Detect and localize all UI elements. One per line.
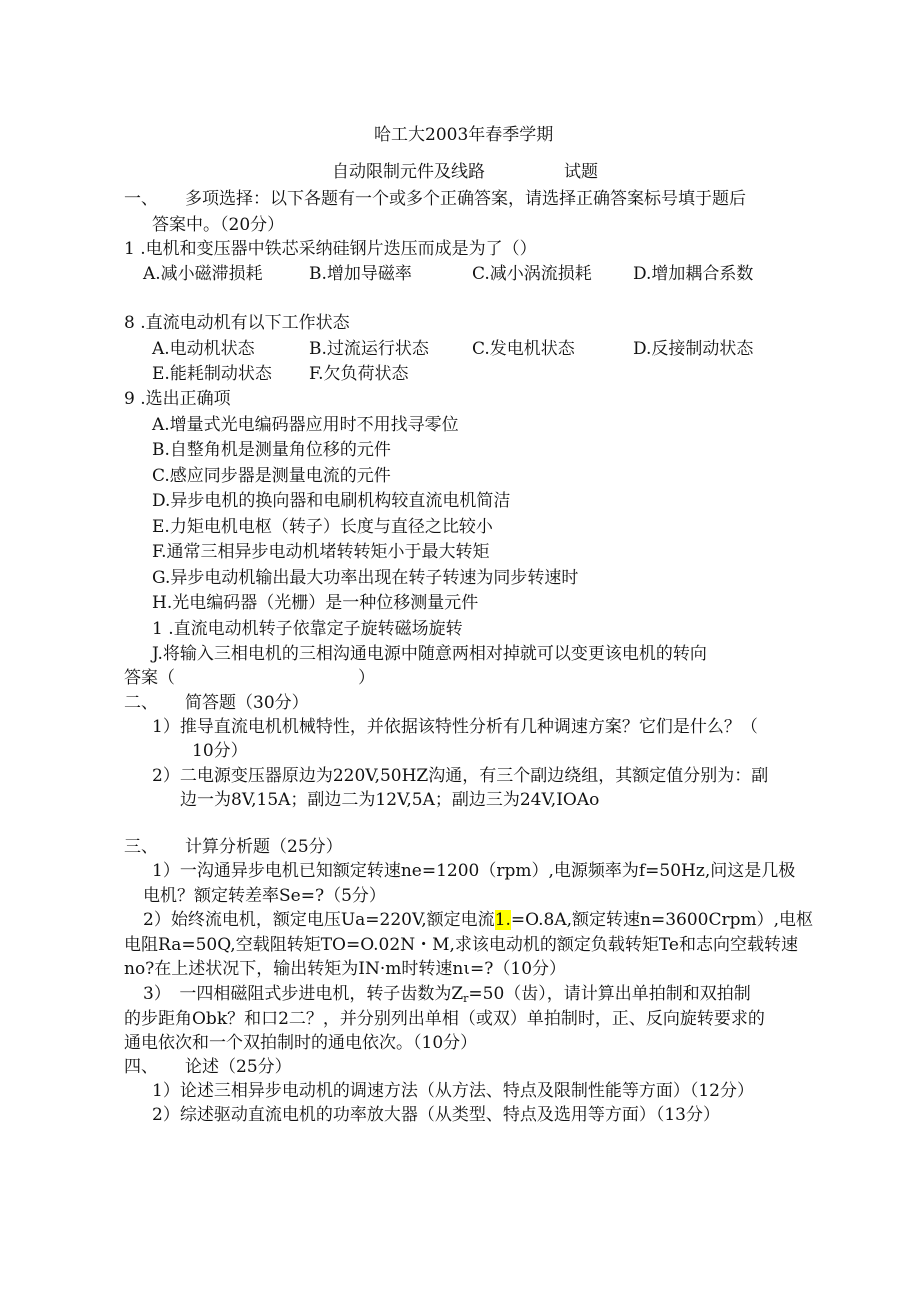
school-title: 哈工大2003年春季学期 [374,125,554,145]
q1-option-a: A.减小磁滞损耗 [143,264,263,284]
section2-number: 二、 [124,693,158,713]
q9-item-h: H.光电编码器（光栅）是一种位移测量元件 [152,593,479,613]
section1-title-cont: 答案中。（20分） [152,215,285,235]
s4-q2: 2）综述驱动直流电机的功率放大器（从类型、特点及选用等方面）（13分） [152,1105,720,1125]
q9-item-g: G.异步电动机输出最大功率出现在转子转速为同步转速时 [152,568,579,588]
exam-label: 试题 [564,162,598,182]
s2-q2-line1: 2）二电源变压器原边为220V,50HZ沟通，有三个副边绕组，其额定值分别为：副 [152,766,769,786]
s4-q1: 1）论述三相异步电动机的调速方法（从方法、特点及限制性能等方面）（12分） [152,1081,754,1101]
rotor-subscript: r [463,992,469,1005]
q1-option-c: C.减小涡流损耗 [472,264,592,284]
s3-q2-line3: no?在上述状况下，输出转矩为IN·m时转速nι=?（10分） [124,959,567,979]
q9-item-e: E.力矩电机电枢（转子）长度与直径之比较小 [152,517,493,537]
q1-stem: 1 .电机和变压器中铁芯采纳硅钢片迭压而成是为了（） [124,239,537,259]
q8-stem: 8 .直流电动机有以下工作状态 [124,313,350,333]
q1-option-b: B.增加导磁率 [309,264,412,284]
q8-option-b: B.过流运行状态 [309,339,429,359]
course-title: 自动限制元件及线路 [332,162,485,182]
q9-answer-close: ） [358,668,375,688]
s2-q2-line2: 边一为8V,15A；副边二为12V,5A；副边三为24V,IOAo [180,790,600,810]
section4-title: 论述（25分） [185,1057,292,1077]
s3-q3-line1-end: =50（齿），请计算出单拍制和双拍制 [468,984,751,1004]
q9-item-d: D.异步电机的换向器和电刷机构较直流电机简洁 [152,491,511,511]
q9-item-j: J.将输入三相电机的三相沟通电源中随意两相对掉就可以变更该电机的转向 [152,644,707,664]
s3-q3-line1 [143,983,751,1010]
q1-option-d: D.增加耦合系数 [633,264,754,284]
section1-title: 多项选择：以下各题有一个或多个正确答案，请选择正确答案标号填于题后 [185,189,746,209]
s3-q1-line2: 电机？额定转差率Se=?（5分） [143,886,386,906]
s3-q1-line1: 1）一沟通异步电机已知额定转速ne=1200（rpm）,电源频率为f=50Hz,问这是几极 [152,861,796,881]
q9-answer-open: 答案（ [124,668,175,688]
s3-q3-line1-start: 3） 一四相磁阻式步进电机，转子齿数为Z [143,984,464,1004]
s3-q2-line1 [143,909,813,931]
s3-q2-line1-end: =O.8A,额定转速n=3600Crpm）,电枢 [510,910,814,930]
q8-option-e: E.能耗制动状态 [152,364,272,384]
q8-option-d: D.反接制动状态 [633,339,754,359]
q9-item-a: A.增量式光电编码器应用时不用找寻零位 [152,415,459,435]
section3-number: 三、 [124,837,158,857]
q8-option-a: A.电动机状态 [152,339,255,359]
section1-number: 一、 [124,189,158,209]
s2-q1-line2: 10分） [192,741,248,761]
section4-number: 四、 [124,1057,158,1077]
q8-option-c: C.发电机状态 [472,339,575,359]
s3-q2-line1-start: 2）始终流电机，额定电压Ua=220V,额定电流 [143,910,495,930]
q9-item-i: 1 .直流电动机转子依靠定子旋转磁场旋转 [152,619,463,639]
q8-option-f: F.欠负荷状态 [309,364,409,384]
s3-q2-line2: 电阻Ra=50Q,空载阻转矩TO=O.02N・M,求该电动机的额定负载转矩Te和志向空载转速 [124,935,798,955]
q9-item-f: F.通常三相异步电动机堵转转矩小于最大转矩 [152,542,490,562]
highlighted-text: 1. [494,910,511,930]
section2-title: 简答题（30分） [185,693,309,713]
q9-item-b: B.自整角机是测量角位移的元件 [152,440,391,460]
q9-stem: 9 .选出正确项 [124,389,231,409]
q9-item-c: C.感应同步器是测量电流的元件 [152,466,391,486]
section3-title: 计算分析题（25分） [185,837,343,857]
s2-q1-line1: 1）推导直流电机机械特性，并依据该特性分析有几种调速方案？它们是什么？（ [152,717,758,737]
s3-q3-line3: 通电依次和一个双拍制时的通电依次。（10分） [124,1033,478,1053]
s3-q3-line2: 的步距角Obk？和口2二？，并分别列出单相（或双）单拍制时，正、反向旋转要求的 [124,1009,765,1029]
